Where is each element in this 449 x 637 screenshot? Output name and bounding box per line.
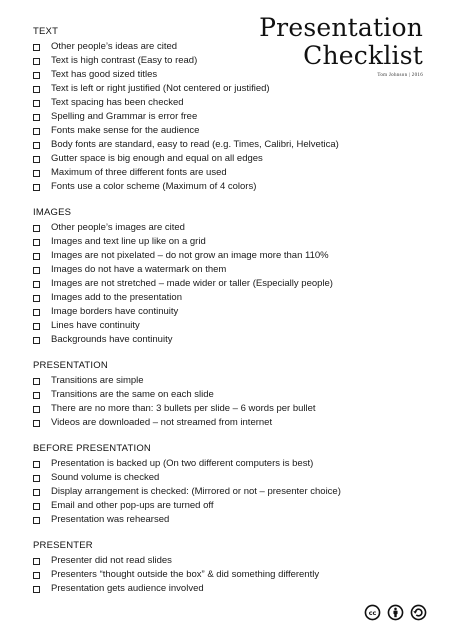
section-heading: BEFORE PRESENTATION: [33, 443, 151, 454]
checkbox[interactable]: [33, 337, 40, 344]
checkbox[interactable]: [33, 586, 40, 593]
checklist-item[interactable]: [33, 554, 429, 568]
checklist-item-label: There are no more than: 3 bullets per slide – 6 words per bullet: [51, 403, 316, 414]
checkbox[interactable]: [33, 281, 40, 288]
checklist-item-label: Presenters “thought outside the box” & did something differently: [51, 569, 320, 580]
checkbox[interactable]: [33, 558, 40, 565]
checklist-item[interactable]: [33, 471, 429, 485]
checkbox[interactable]: [33, 378, 40, 385]
checklist-item-label: Spelling and Grammar is error free: [51, 111, 198, 122]
checklist-item-label: Images add to the presentation: [51, 292, 182, 303]
checklist-item[interactable]: [33, 180, 429, 194]
checklist-item-label: Images are not pixelated – do not grow an image more than 110%: [51, 250, 329, 261]
checklist-item[interactable]: [33, 249, 429, 263]
license-icons: [364, 604, 427, 621]
checkbox[interactable]: [33, 420, 40, 427]
checklist-item[interactable]: [33, 388, 429, 402]
checkbox[interactable]: [33, 461, 40, 468]
checklist-item-label: Presentation is backed up (On two different computers is best): [51, 458, 314, 469]
checkbox[interactable]: [33, 475, 40, 482]
checklist-item-label: Sound volume is checked: [51, 472, 160, 483]
checklist-item[interactable]: [33, 277, 429, 291]
checklist-item[interactable]: [33, 82, 429, 96]
checkbox[interactable]: [33, 572, 40, 579]
checklist-item[interactable]: [33, 54, 429, 68]
checklist-item-label: Text spacing has been checked: [51, 97, 184, 108]
checklist-item-label: Transitions are simple: [51, 375, 144, 386]
checklist: [33, 26, 429, 609]
page-title-line-2: Checklist: [303, 41, 423, 70]
section-text: [33, 26, 429, 194]
checklist-item[interactable]: [33, 457, 429, 471]
checklist-item-label: Videos are downloaded – not streamed from internet: [51, 417, 273, 428]
checkbox[interactable]: [33, 72, 40, 79]
checklist-item[interactable]: [33, 152, 429, 166]
checkbox[interactable]: [33, 170, 40, 177]
checkbox[interactable]: [33, 86, 40, 93]
checklist-item[interactable]: [33, 416, 429, 430]
checklist-item[interactable]: [33, 374, 429, 388]
svg-text:cc: cc: [368, 609, 377, 618]
checklist-item[interactable]: [33, 124, 429, 138]
creative-commons-icon: [364, 604, 381, 621]
checkbox[interactable]: [33, 253, 40, 260]
section-presenter: [33, 540, 429, 596]
checklist-item-label: Images do not have a watermark on them: [51, 264, 227, 275]
checklist-item[interactable]: [33, 221, 429, 235]
section-heading: IMAGES: [33, 207, 72, 218]
checklist-item-label: Email and other pop-ups are turned off: [51, 500, 214, 511]
checklist-item-label: Images and text line up like on a grid: [51, 236, 206, 247]
checkbox[interactable]: [33, 44, 40, 51]
checkbox[interactable]: [33, 406, 40, 413]
checklist-item-label: Other people’s images are cited: [51, 222, 185, 233]
checkbox[interactable]: [33, 503, 40, 510]
checkbox[interactable]: [33, 128, 40, 135]
checklist-item[interactable]: [33, 568, 429, 582]
checkbox[interactable]: [33, 225, 40, 232]
checkbox[interactable]: [33, 156, 40, 163]
attribution-icon: [387, 604, 404, 621]
checkbox[interactable]: [33, 114, 40, 121]
checklist-item[interactable]: [33, 96, 429, 110]
checklist-item[interactable]: [33, 68, 429, 82]
checklist-item-label: Body fonts are standard, easy to read (e.g. Times, Calibri, Helvetica): [51, 139, 339, 150]
checkbox[interactable]: [33, 100, 40, 107]
checkbox[interactable]: [33, 239, 40, 246]
checkbox[interactable]: [33, 267, 40, 274]
checkbox[interactable]: [33, 184, 40, 191]
checklist-item-label: Text has good sized titles: [51, 69, 158, 80]
checkbox[interactable]: [33, 309, 40, 316]
share-alike-icon: [410, 604, 427, 621]
checklist-item-label: Lines have continuity: [51, 320, 140, 331]
checkbox[interactable]: [33, 295, 40, 302]
section-presentation: [33, 360, 429, 430]
checkbox[interactable]: [33, 58, 40, 65]
section-before-presentation: [33, 443, 429, 527]
checklist-item[interactable]: [33, 263, 429, 277]
checklist-item[interactable]: [33, 333, 429, 347]
page-title-line-1: Presentation: [259, 13, 423, 42]
checklist-item-label: Text is high contrast (Easy to read): [51, 55, 198, 66]
checkbox[interactable]: [33, 517, 40, 524]
section-heading: TEXT: [33, 26, 59, 37]
checklist-item-label: Fonts use a color scheme (Maximum of 4 colors): [51, 181, 257, 192]
checklist-item-label: Presentation gets audience involved: [51, 583, 204, 594]
checklist-item-label: Presentation was rehearsed: [51, 514, 170, 525]
checklist-item[interactable]: [33, 110, 429, 124]
checklist-item-label: Backgrounds have continuity: [51, 334, 173, 345]
checklist-item[interactable]: [33, 166, 429, 180]
checklist-item-label: Presenter did not read slides: [51, 555, 172, 566]
section-heading: PRESENTATION: [33, 360, 108, 371]
section-heading: PRESENTER: [33, 540, 93, 551]
checklist-item[interactable]: [33, 138, 429, 152]
checklist-item-label: Images are not stretched – made wider or taller (Especially people): [51, 278, 333, 289]
checkbox[interactable]: [33, 489, 40, 496]
checklist-item-label: Maximum of three different fonts are used: [51, 167, 227, 178]
checkbox[interactable]: [33, 392, 40, 399]
checklist-item-label: Display arrangement is checked: (Mirrored or not – presenter choice): [51, 486, 341, 497]
checklist-item-label: Text is left or right justified (Not centered or justified): [51, 83, 270, 94]
checklist-item[interactable]: [33, 291, 429, 305]
checklist-item-label: Fonts make sense for the audience: [51, 125, 200, 136]
checklist-item[interactable]: [33, 235, 429, 249]
checklist-item[interactable]: [33, 305, 429, 319]
author-byline: Tom Johnson | 2016: [377, 73, 423, 78]
checkbox[interactable]: [33, 142, 40, 149]
checklist-item[interactable]: [33, 40, 429, 54]
checklist-item-label: Other people’s ideas are cited: [51, 41, 178, 52]
checklist-item[interactable]: [33, 319, 429, 333]
checklist-item[interactable]: [33, 402, 429, 416]
checklist-item[interactable]: [33, 499, 429, 513]
checkbox[interactable]: [33, 323, 40, 330]
checklist-item-label: Transitions are the same on each slide: [51, 389, 214, 400]
checklist-item[interactable]: [33, 582, 429, 596]
checklist-item[interactable]: [33, 513, 429, 527]
checklist-item[interactable]: [33, 485, 429, 499]
section-images: [33, 207, 429, 347]
checklist-item-label: Gutter space is big enough and equal on all edges: [51, 153, 263, 164]
checklist-item-label: Image borders have continuity: [51, 306, 179, 317]
